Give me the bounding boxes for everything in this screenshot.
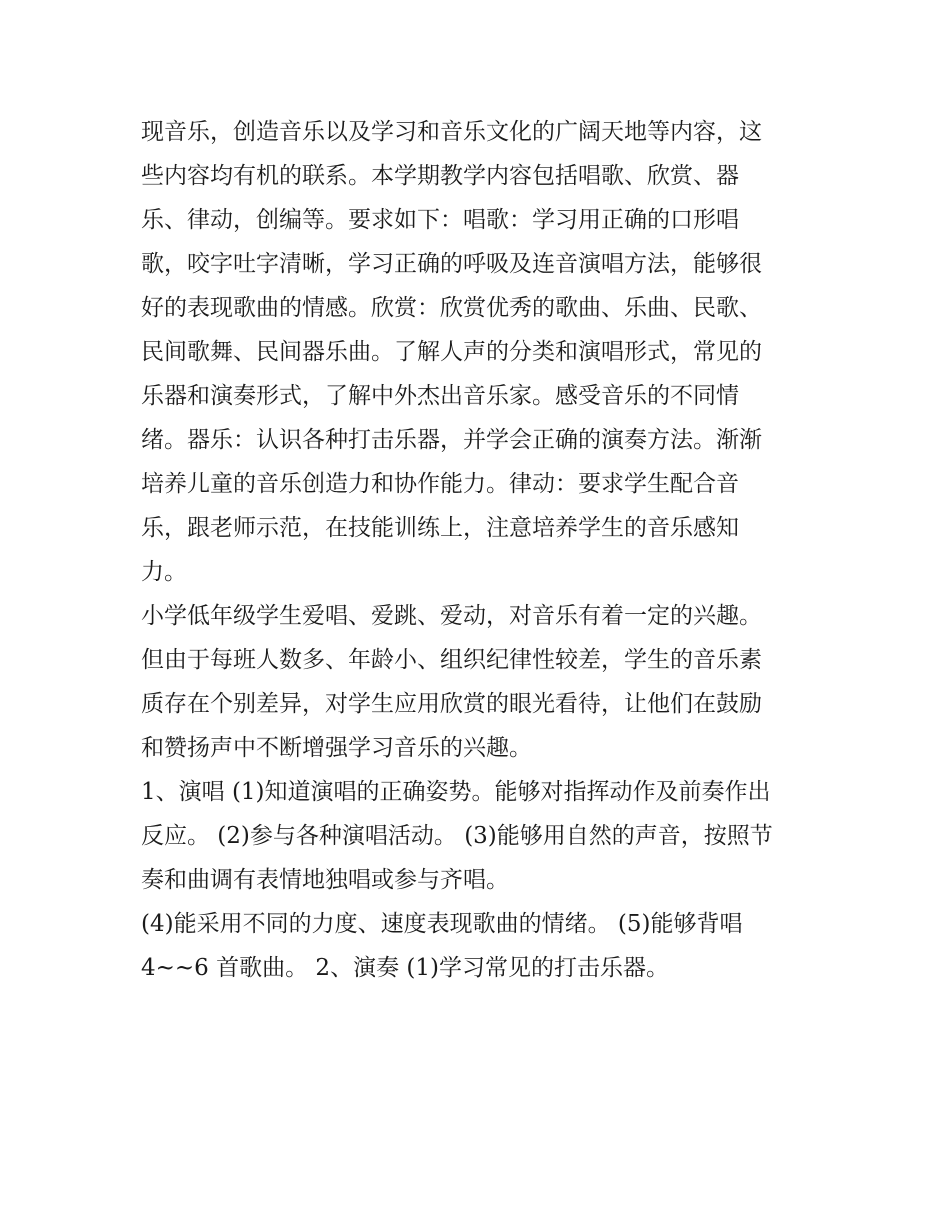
text-line: 和赞扬声中不断增强学习音乐的兴趣。 (141, 735, 532, 761)
text-line: 绪。器乐：认识各种打击乐器，并学会正确的演奏方法。渐渐 (141, 427, 762, 453)
text-line: 小学低年级学生爱唱、爱跳、爱动，对音乐有着一定的兴趣。 (141, 603, 762, 629)
text-line: 4~~6 首歌曲。 2、演奏 (1)学习常见的打击乐器。 (141, 955, 669, 981)
text-line: 反应。 (2)参与各种演唱活动。 (3)能够用自然的声音，按照节 (141, 823, 773, 849)
text-line: 些内容均有机的联系。本学期教学内容包括唱歌、欣赏、器 (141, 163, 739, 189)
text-line: 力。 (141, 559, 187, 585)
text-line: 质存在个别差异，对学生应用欣赏的眼光看待，让他们在鼓励 (141, 691, 762, 717)
text-line: 1、演唱 (1)知道演唱的正确姿势。能够对指挥动作及前奏作出 (141, 779, 771, 805)
text-line: 奏和曲调有表情地独唱或参与齐唱。 (141, 867, 509, 893)
text-line: 乐、律动，创编等。要求如下：唱歌：学习用正确的口形唱 (141, 207, 739, 233)
text-line: 但由于每班人数多、年龄小、组织纪律性较差，学生的音乐素 (141, 647, 762, 673)
text-line: (4)能采用不同的力度、速度表现歌曲的情绪。 (5)能够背唱 (141, 911, 743, 937)
text-line: 民间歌舞、民间器乐曲。了解人声的分类和演唱形式，常见的 (141, 339, 762, 365)
text-line: 现音乐，创造音乐以及学习和音乐文化的广阔天地等内容，这 (141, 119, 762, 145)
text-line: 歌，咬字吐字清晰，学习正确的呼吸及连音演唱方法，能够很 (141, 251, 762, 277)
text-line: 好的表现歌曲的情感。欣赏：欣赏优秀的歌曲、乐曲、民歌、 (141, 295, 762, 321)
document-body (141, 110, 821, 990)
text-line: 乐，跟老师示范，在技能训练上，注意培养学生的音乐感知 (141, 515, 739, 541)
text-line: 培养儿童的音乐创造力和协作能力。律动：要求学生配合音 (141, 471, 739, 497)
text-line: 乐器和演奏形式，了解中外杰出音乐家。感受音乐的不同情 (141, 383, 739, 409)
